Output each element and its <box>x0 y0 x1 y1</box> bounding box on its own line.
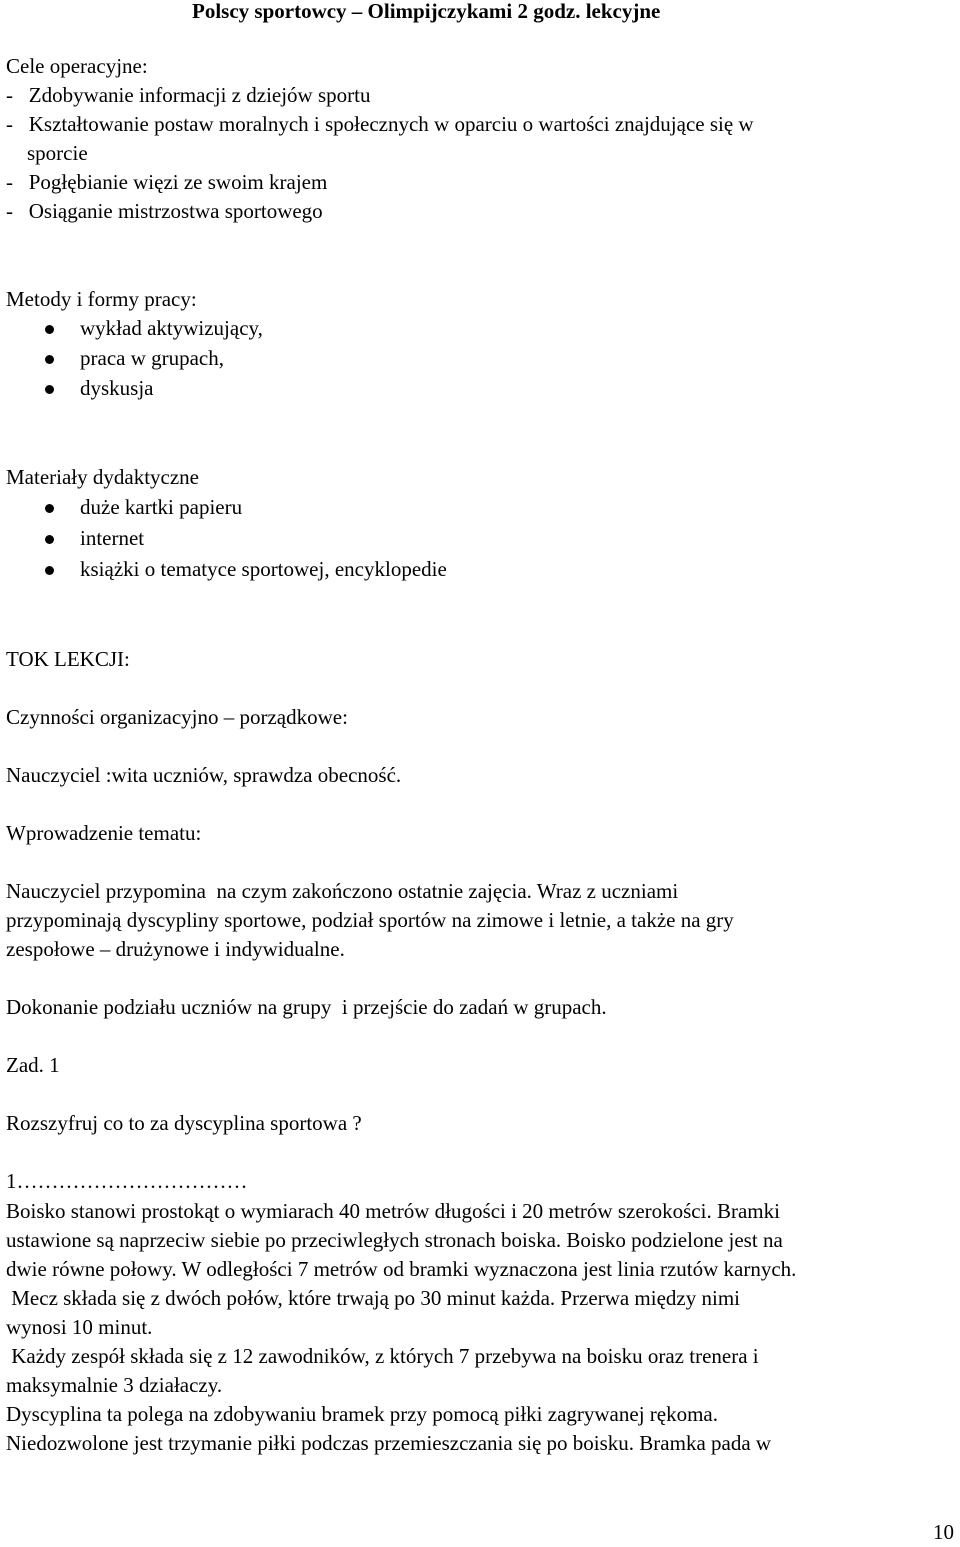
lesson-heading: TOK LEKCJI: <box>6 647 130 671</box>
task-line: ustawione są naprzeciw siebie po przeciwległych stronach boiska. Boisko podzielone jest na <box>6 1228 783 1252</box>
bullet-icon <box>45 385 54 394</box>
intro-line: zespołowe – drużynowe i indywidualne. <box>6 937 345 961</box>
task-line: Każdy zespół składa się z 12 zawodników, z których 7 przebywa na boisku oraz trenera i <box>6 1344 759 1368</box>
intro-line: przypominają dyscypliny sportowe, podział sportów na zimowe i letnie, a także na gry <box>6 908 734 932</box>
material-item: duże kartki papieru <box>80 495 243 519</box>
task-line: Mecz składa się z dwóch połów, które trwają po 30 minut każda. Przerwa między nimi <box>6 1286 740 1310</box>
task-line: Dyscyplina ta polega na zdobywaniu bramek przy pomocą piłki zagrywanej rękoma. <box>6 1402 719 1426</box>
intro-line: Nauczyciel przypomina na czym zakończono ostatnie zajęcia. Wraz z uczniami <box>6 879 679 903</box>
organization-heading: Czynności organizacyjno – porządkowe: <box>6 705 348 729</box>
bullet-icon <box>45 535 54 544</box>
material-item: książki o tematyce sportowej, encyklopedie <box>80 557 447 581</box>
goal-item: - Zdobywanie informacji z dziejów sportu <box>6 83 371 107</box>
goal-item: - Pogłębianie więzi ze swoim krajem <box>6 170 328 194</box>
goal-item: - Osiąganie mistrzostwa sportowego <box>6 199 323 223</box>
task-line: Niedozwolone jest trzymanie piłki podczas przemieszczania się po boisku. Bramka pada w <box>6 1431 772 1455</box>
page-number: 10 <box>933 1520 954 1544</box>
organization-text: Nauczyciel :wita uczniów, sprawdza obecność. <box>6 763 402 787</box>
task-label: Zad. 1 <box>6 1053 60 1077</box>
bullet-icon <box>45 504 54 513</box>
methods-heading: Metody i formy pracy: <box>6 287 197 311</box>
task-answer-blank: 1…………………………… <box>6 1169 248 1193</box>
bullet-icon <box>45 355 54 364</box>
groups-text: Dokonanie podziału uczniów na grupy i przejście do zadań w grupach. <box>6 995 607 1019</box>
task-line: maksymalnie 3 działaczy. <box>6 1373 223 1397</box>
method-item: wykład aktywizujący, <box>80 316 263 340</box>
materials-heading: Materiały dydaktyczne <box>6 465 199 489</box>
method-item: dyskusja <box>80 376 154 400</box>
goals-heading: Cele operacyjne: <box>6 54 148 78</box>
task-line: wynosi 10 minut. <box>6 1315 153 1339</box>
bullet-icon <box>45 325 54 334</box>
document-title: Polscy sportowcy – Olimpijczykami 2 godz. lekcyjne <box>192 0 661 23</box>
task-line: dwie równe połowy. W odległości 7 metrów od bramki wyznaczona jest linia rzutów karnych. <box>6 1257 797 1281</box>
task-line: Boisko stanowi prostokąt o wymiarach 40 metrów długości i 20 metrów szerokości. Bramki <box>6 1199 780 1223</box>
material-item: internet <box>80 526 145 550</box>
bullet-icon <box>45 566 54 575</box>
task-question: Rozszyfruj co to za dyscyplina sportowa ? <box>6 1111 362 1135</box>
method-item: praca w grupach, <box>80 346 225 370</box>
goal-item-continuation: sporcie <box>6 141 88 165</box>
intro-heading: Wprowadzenie tematu: <box>6 821 202 845</box>
goal-item: - Kształtowanie postaw moralnych i społecznych w oparciu o wartości znajdujące się w <box>6 112 754 136</box>
